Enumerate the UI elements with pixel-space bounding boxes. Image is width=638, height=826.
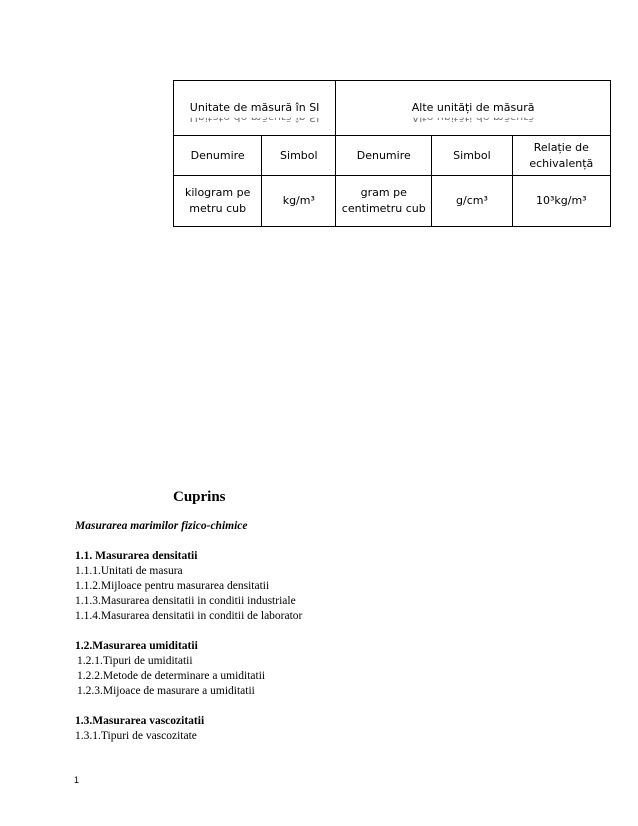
toc-item: 1.1.4.Masurarea densitatii in conditii de laborator <box>75 610 303 622</box>
header-other-cell <box>336 81 611 136</box>
toc-item: 1.1.2.Mijloace pentru masurarea densitatii <box>75 580 270 592</box>
toc-item: 1.2.2.Metode de determinare a umiditatii <box>77 670 266 682</box>
toc-item: 1.2.1.Tipuri de umiditatii <box>77 655 193 667</box>
toc-item: 1.3.1.Tipuri de vascozitate <box>75 730 197 742</box>
cell-simbol-other: g/cm³ <box>432 176 512 227</box>
cell-relatie: 10³kg/m³ <box>512 176 610 227</box>
col-denumire-si: Denumire <box>174 136 262 176</box>
toc-item: 1.1.3.Masurarea densitatii in conditii industriale <box>75 595 296 607</box>
col-relatie: Relație de echivalență <box>512 136 610 176</box>
toc-section-3 <box>75 714 575 744</box>
page-number: 1 <box>74 775 80 785</box>
col-denumire-other: Denumire <box>336 136 432 176</box>
toc-item: 1.1.1.Unitati de masura <box>75 565 183 577</box>
toc-section-title: 1.3.Masurarea vascozitatii <box>75 715 205 727</box>
units-table <box>173 80 611 227</box>
toc-section-title: 1.1. Masurarea densitatii <box>75 550 198 562</box>
cell-denumire-other: gram pe centimetru cub <box>336 176 432 227</box>
table-subheader-row <box>174 136 611 176</box>
toc-section-title: 1.2.Masurarea umiditatii <box>75 640 198 652</box>
toc-main-heading: Masurarea marimilor fizico-chimice <box>75 520 248 532</box>
table-of-contents <box>75 490 575 759</box>
header-si-cell <box>174 81 336 136</box>
cell-simbol-si: kg/m³ <box>262 176 336 227</box>
toc-section-2 <box>75 639 575 699</box>
header-si: Unitate de măsură în SI Unitate de măsură în SI <box>190 100 320 116</box>
toc-title: Cuprins <box>173 489 226 505</box>
header-other: Alte unități de măsură Alte unități de măsură <box>412 100 535 116</box>
table-header-row <box>174 81 611 136</box>
col-simbol-si: Simbol <box>262 136 336 176</box>
toc-item: 1.2.3.Mijoace de masurare a umiditatii <box>77 685 255 697</box>
toc-section-1 <box>75 549 575 624</box>
table-row <box>174 176 611 227</box>
cell-denumire-si: kilogram pe metru cub <box>174 176 262 227</box>
col-simbol-other: Simbol <box>432 136 512 176</box>
